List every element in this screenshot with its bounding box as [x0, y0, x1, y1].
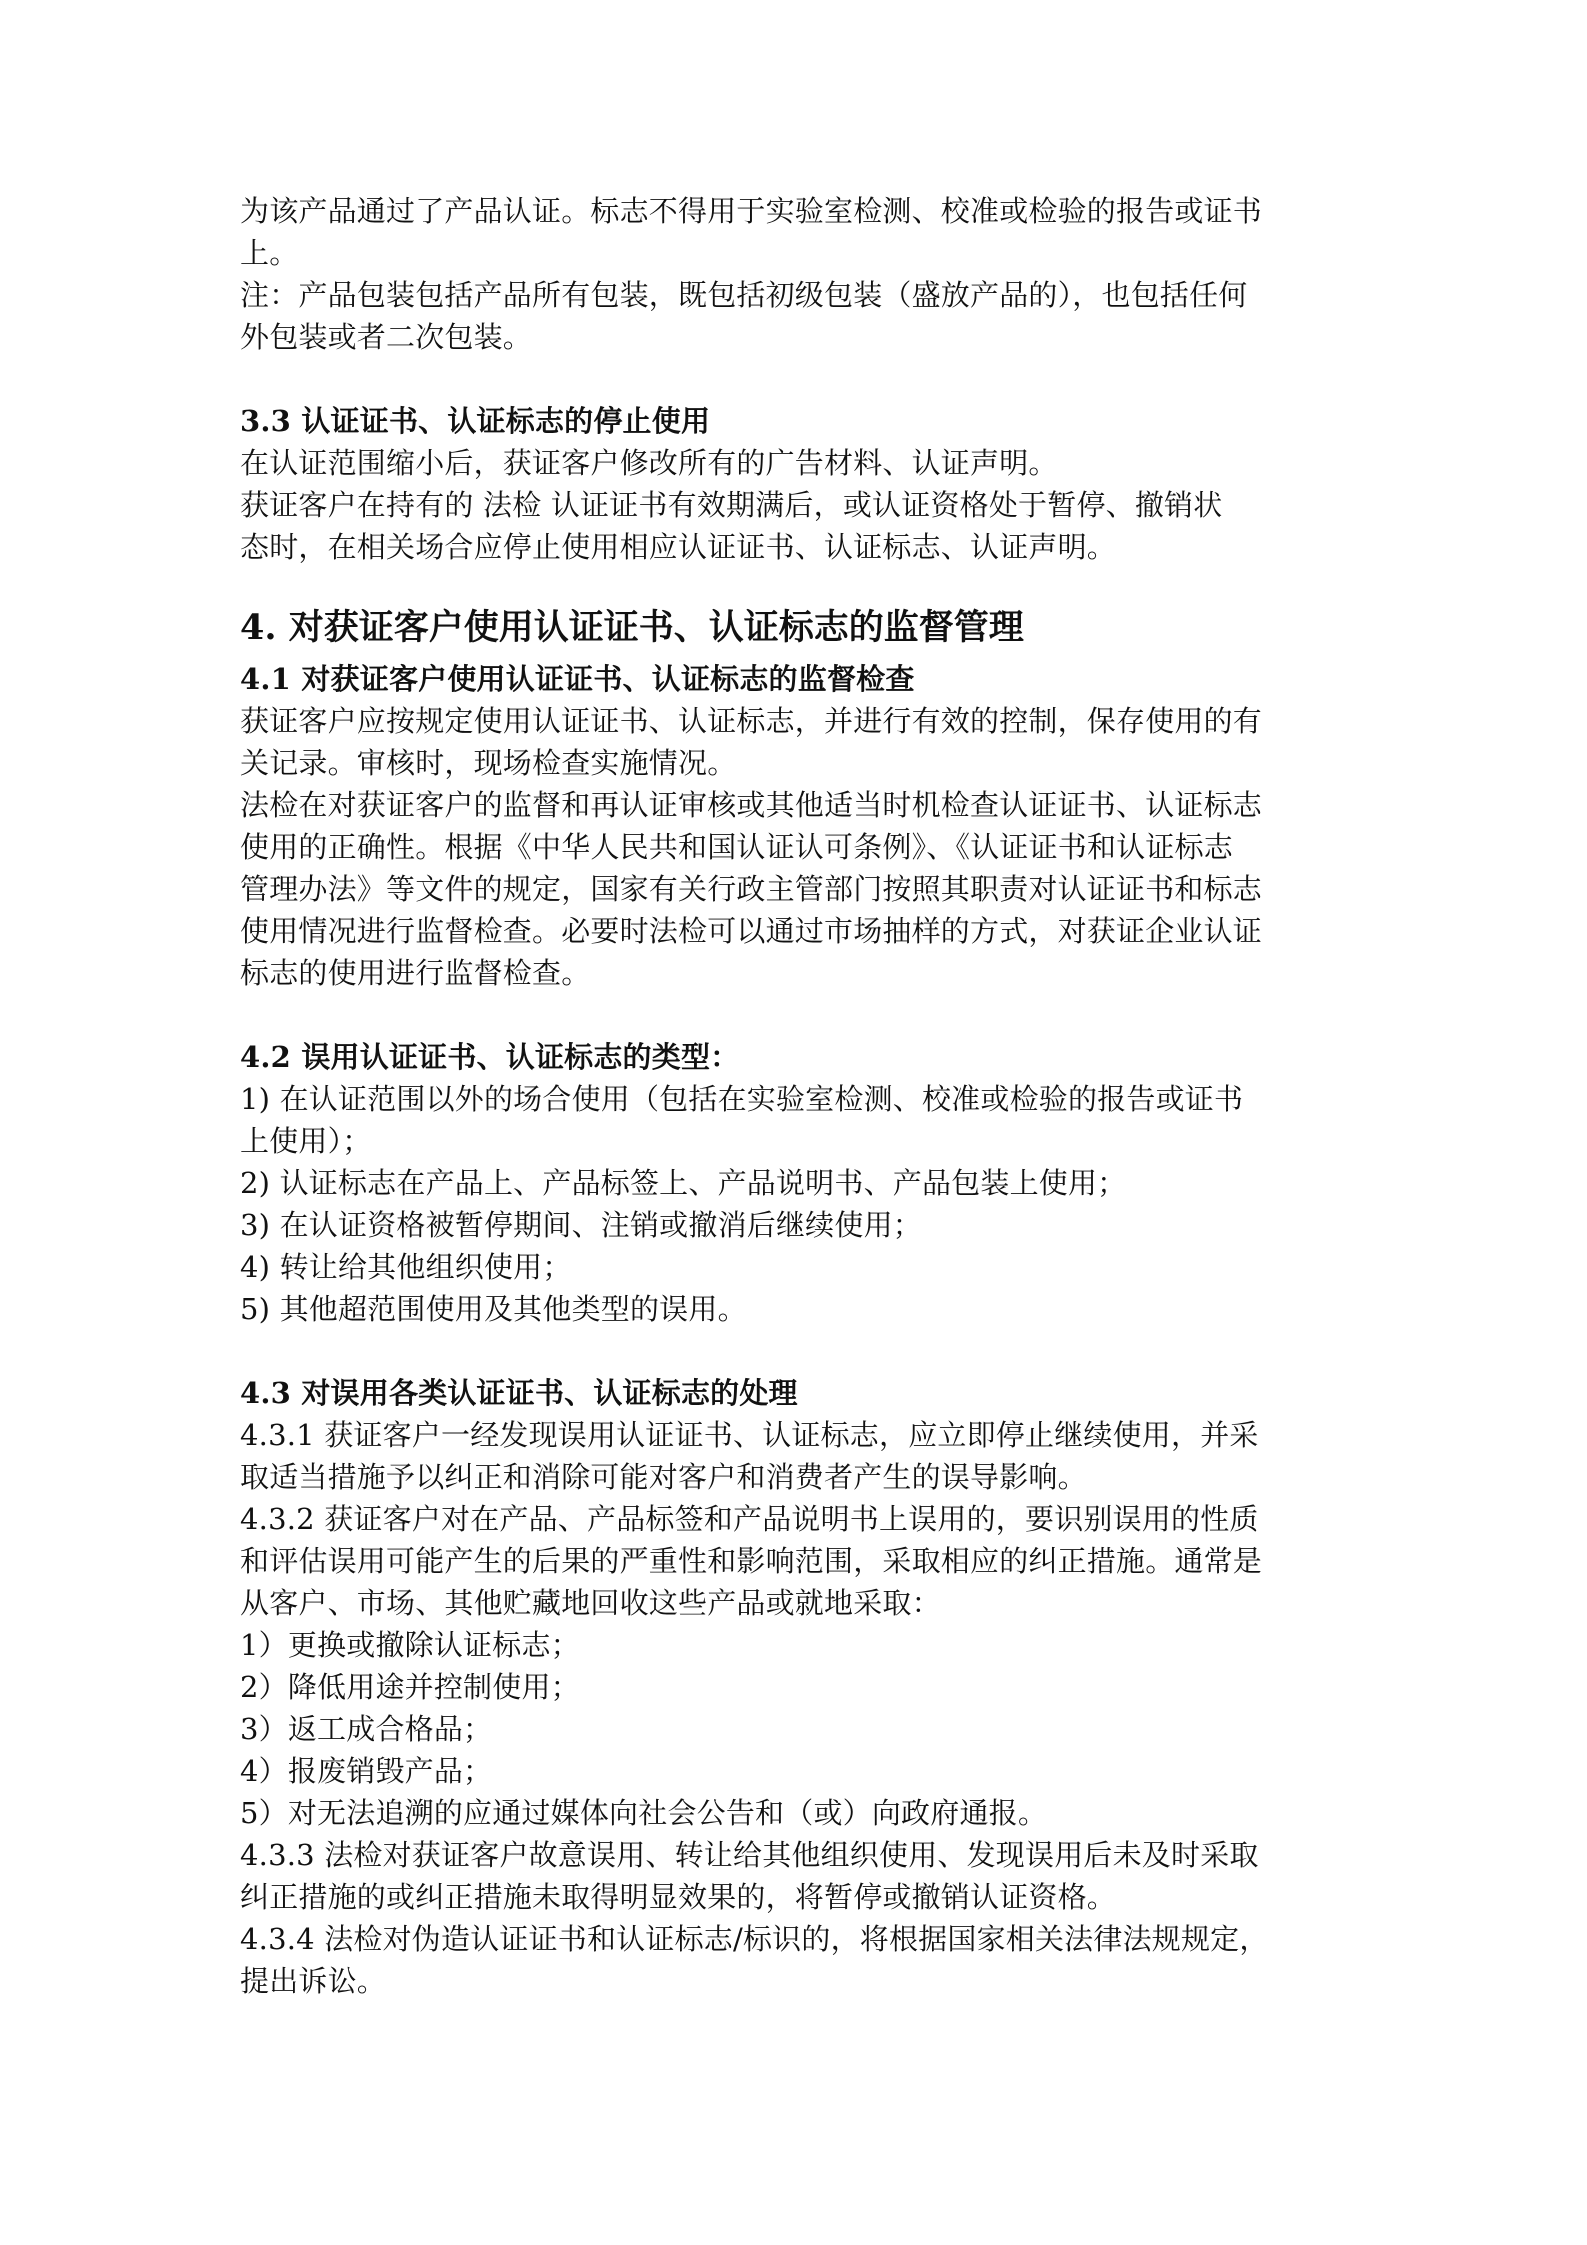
text-line: 在认证范围缩小后，获证客户修改所有的广告材料、认证声明。 — [240, 446, 1058, 480]
list-item: 3) 在认证资格被暂停期间、注销或撤消后继续使用； — [240, 1208, 922, 1242]
section-heading: 4.1 对获证客户使用认证证书、认证标志的监督检查 — [240, 662, 915, 696]
document-page — [240, 190, 1360, 2002]
text-line: 纠正措施的或纠正措施未取得明显效果的，将暂停或撤销认证资格。 — [240, 1880, 1117, 1914]
text-line: 态时，在相关场合应停止使用相应认证证书、认证标志、认证声明。 — [240, 530, 1117, 564]
section-heading: 4.2 误用认证证书、认证标志的类型： — [240, 1040, 740, 1074]
section-heading: 3.3 认证证书、认证标志的停止使用 — [240, 404, 711, 438]
text-line: 为该产品通过了产品认证。标志不得用于实验室检测、校准或检验的报告或证书 — [240, 194, 1263, 228]
intro-paragraph — [240, 190, 1360, 358]
text-line: 获证客户应按规定使用认证证书、认证标志，并进行有效的控制，保存使用的有 — [240, 704, 1263, 738]
section-3-3 — [240, 400, 1360, 568]
text-line: 4.3.3 法检对获证客户故意误用、转让给其他组织使用、发现误用后未及时采取 — [240, 1838, 1259, 1872]
text-line: 使用情况进行监督检查。必要时法检可以通过市场抽样的方式，对获证企业认证 — [240, 914, 1263, 948]
text-line: 和评估误用可能产生的后果的严重性和影响范围，采取相应的纠正措施。通常是 — [240, 1544, 1263, 1578]
list-item: 3）返工成合格品； — [240, 1712, 493, 1746]
section-4 — [240, 602, 1360, 654]
text-line: 4.3.2 获证客户对在产品、产品标签和产品说明书上误用的，要识别误用的性质 — [240, 1502, 1259, 1536]
list-item: 2) 认证标志在产品上、产品标签上、产品说明书、产品包装上使用； — [240, 1166, 1127, 1200]
list-item: 4) 转让给其他组织使用； — [240, 1250, 572, 1284]
chapter-heading: 4. 对获证客户使用认证证书、认证标志的监督管理 — [240, 607, 1024, 648]
list-item: 1）更换或撤除认证标志； — [240, 1628, 580, 1662]
section-heading: 4.3 对误用各类认证证书、认证标志的处理 — [240, 1376, 798, 1410]
text-line: 4.3.4 法检对伪造认证证书和认证标志/标识的，将根据国家相关法律法规规定， — [240, 1922, 1269, 1956]
list-item: 5) 其他超范围使用及其他类型的误用。 — [240, 1292, 747, 1326]
text-line: 取适当措施予以纠正和消除可能对客户和消费者产生的误导影响。 — [240, 1460, 1087, 1494]
list-item: 4）报废销毁产品； — [240, 1754, 493, 1788]
list-item: 5）对无法追溯的应通过媒体向社会公告和（或）向政府通报。 — [240, 1796, 1048, 1830]
text-line: 上。 — [240, 236, 299, 270]
list-item: 1) 在认证范围以外的场合使用（包括在实验室检测、校准或检验的报告或证书 — [240, 1082, 1244, 1116]
text-line: 法检在对获证客户的监督和再认证审核或其他适当时机检查认证证书、认证标志 — [240, 788, 1263, 822]
note-line: 注：产品包装包括产品所有包装，既包括初级包装（盛放产品的），也包括任何 — [240, 278, 1248, 312]
text-line: 从客户、市场、其他贮藏地回收这些产品或就地采取： — [240, 1586, 941, 1620]
section-4-3 — [240, 1372, 1360, 2002]
section-4-2 — [240, 1036, 1360, 1330]
note-line: 外包装或者二次包装。 — [240, 320, 533, 354]
text-line: 关记录。审核时，现场检查实施情况。 — [240, 746, 737, 780]
list-item: 2）降低用途并控制使用； — [240, 1670, 580, 1704]
text-line: 管理办法》等文件的规定，国家有关行政主管部门按照其职责对认证证书和标志 — [240, 872, 1263, 906]
text-line: 使用的正确性。根据《中华人民共和国认证认可条例》、《认证证书和认证标志 — [240, 830, 1234, 864]
list-item: 上使用）； — [240, 1124, 372, 1158]
text-line: 提出诉讼。 — [240, 1964, 387, 1998]
text-line: 标志的使用进行监督检查。 — [240, 956, 591, 990]
text-line: 获证客户在持有的 法检 认证证书有效期满后，或认证资格处于暂停、撤销状 — [240, 488, 1223, 522]
text-line: 4.3.1 获证客户一经发现误用认证证书、认证标志，应立即停止继续使用，并采 — [240, 1418, 1259, 1452]
section-4-1 — [240, 658, 1360, 994]
